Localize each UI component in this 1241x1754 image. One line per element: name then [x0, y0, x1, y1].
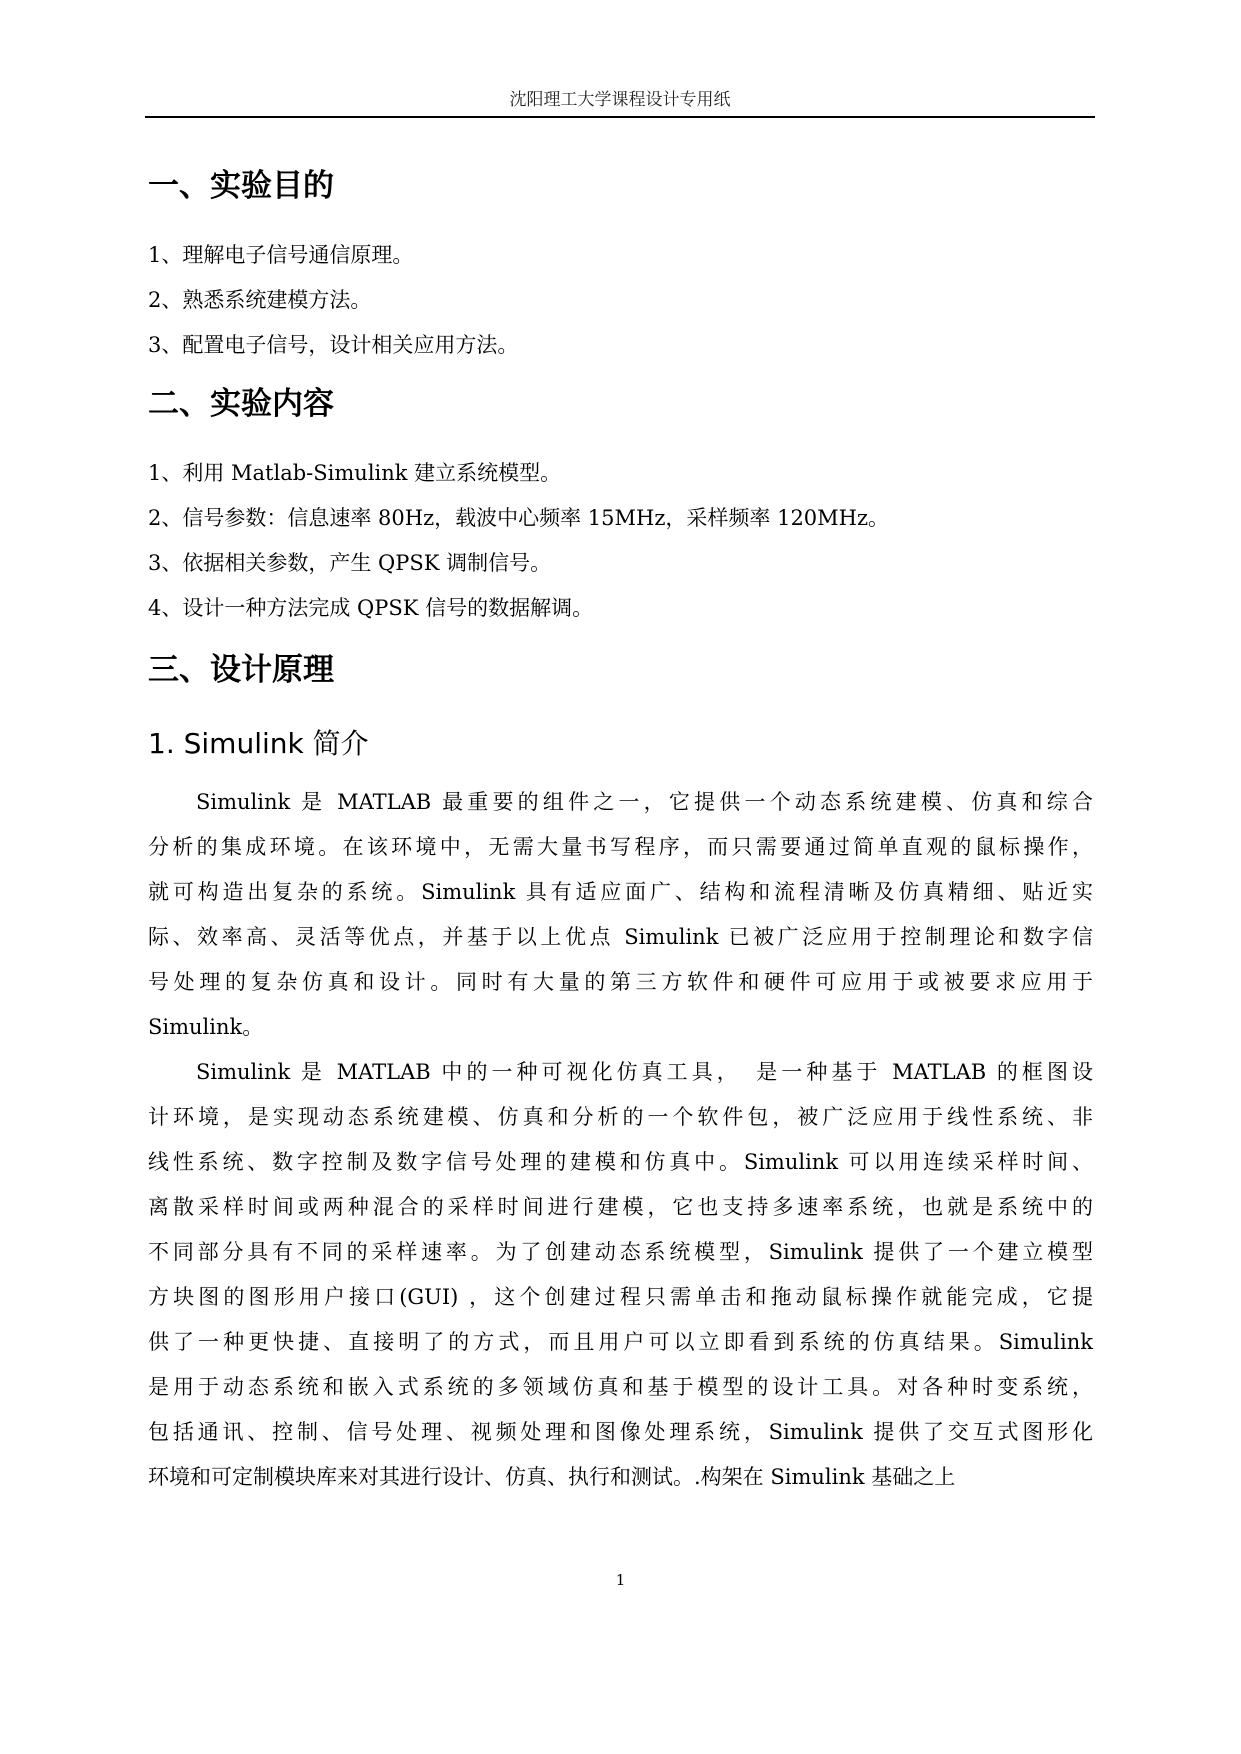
- paragraph-line: 包括通讯、控制、信号处理、视频处理和图像处理系统，Simulink 提供了交互式图形化: [148, 1420, 1093, 1444]
- paragraph-line: 供了一种更快捷、直接明了的方式，而且用户可以立即看到系统的仿真结果。Simulink: [148, 1330, 1093, 1354]
- paragraph-line: Simulink 是 MATLAB 最重要的组件之一，它提供一个动态系统建模、仿真和综合: [196, 790, 1093, 814]
- content-item: 3、依据相关参数，产生 QPSK 调制信号。: [148, 551, 552, 575]
- content-item: 2、信号参数：信息速率 80Hz，载波中心频率 15MHz，采样频率 120MHz。: [148, 506, 890, 530]
- paragraph-line: Simulink。: [148, 1015, 264, 1039]
- paragraph-line: 线性系统、数字控制及数字信号处理的建模和仿真中。Simulink 可以用连续采样时间、: [148, 1150, 1093, 1174]
- page-number: 1: [615, 1571, 626, 1589]
- content-item: 4、设计一种方法完成 QPSK 信号的数据解调。: [148, 596, 594, 620]
- paragraph-line: 是用于动态系统和嵌入式系统的多领域仿真和基于模型的设计工具。对各种时变系统，: [148, 1375, 1093, 1399]
- paragraph-line: 分析的集成环境。在该环境中，无需大量书写程序，而只需要通过简单直观的鼠标操作，: [148, 835, 1093, 859]
- page-header: 沈阳理工大学课程设计专用纸: [145, 84, 1095, 118]
- paragraph-line: 离散采样时间或两种混合的采样时间进行建模，它也支持多速率系统，也就是系统中的: [148, 1195, 1093, 1219]
- paragraph-line: 不同部分具有不同的采样速率。为了创建动态系统模型，Simulink 提供了一个建立模型: [148, 1240, 1093, 1264]
- objective-item: 2、熟悉系统建模方法。: [148, 288, 372, 312]
- paragraph-line: 计环境，是实现动态系统建模、仿真和分析的一个软件包，被广泛应用于线性系统、非: [148, 1105, 1093, 1129]
- subsection-heading-simulink: 1. Simulink 简介: [148, 727, 369, 760]
- paragraph-line: 方块图的图形用户接口(GUI) ，这个创建过程只需单击和拖动鼠标操作就能完成，它提: [148, 1285, 1093, 1309]
- paragraph-line: 就可构造出复杂的系统。Simulink 具有适应面广、结构和流程清晰及仿真精细、贴近实: [148, 880, 1093, 904]
- paragraph-line: 环境和可定制模块库来对其进行设计、仿真、执行和测试。.构架在 Simulink 基础之上: [148, 1465, 956, 1489]
- paragraph-line: Simulink 是 MATLAB 中的一种可视化仿真工具， 是一种基于 MATLAB 的框图设: [196, 1060, 1093, 1084]
- paragraph-line: 号处理的复杂仿真和设计。同时有大量的第三方软件和硬件可应用于或被要求应用于: [148, 970, 1093, 994]
- objective-item: 1、理解电子信号通信原理。: [148, 243, 414, 267]
- section-heading-principle: 三、设计原理: [148, 652, 334, 688]
- section-heading-content: 二、实验内容: [148, 386, 334, 422]
- section-heading-objectives: 一、实验目的: [148, 168, 334, 204]
- paragraph-line: 际、效率高、灵活等优点，并基于以上优点 Simulink 已被广泛应用于控制理论和数字信: [148, 925, 1093, 949]
- content-item: 1、利用 Matlab-Simulink 建立系统模型。: [148, 461, 562, 485]
- objective-item: 3、配置电子信号，设计相关应用方法。: [148, 333, 519, 357]
